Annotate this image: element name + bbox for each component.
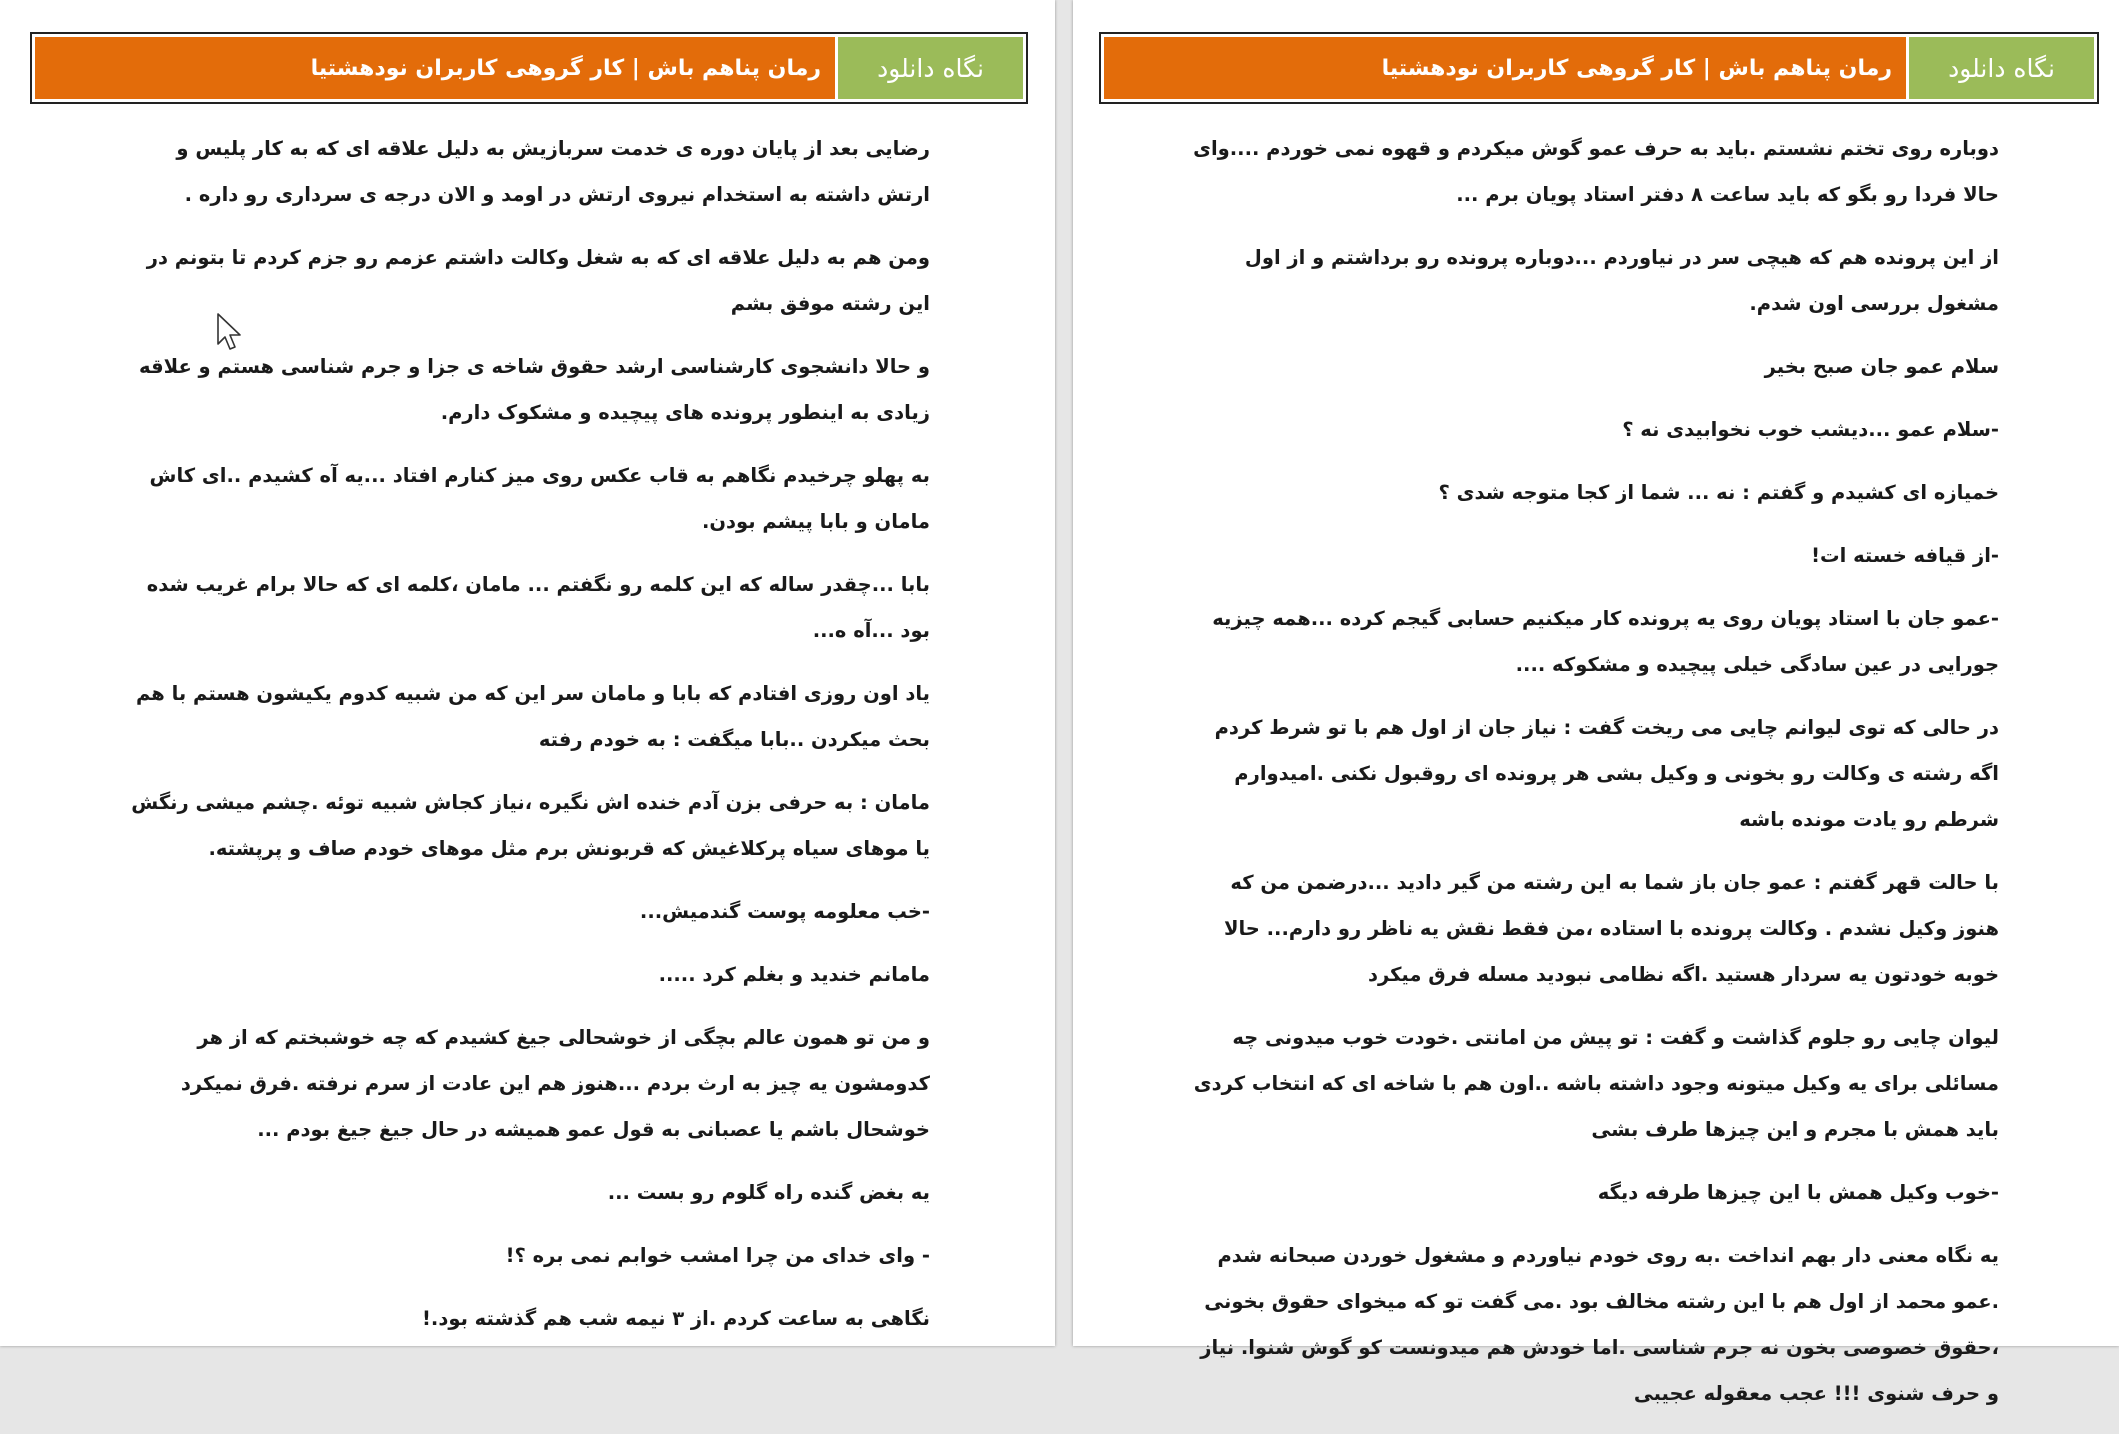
paragraph: -سلام عمو ...دیشب خوب نخوابیدی نه ؟ xyxy=(1622,418,1999,441)
paragraph: مامان : به حرفی بزن آدم خنده اش نگیره ،نیاز کجاش شبیه توئه .چشم میشی رنگش یا موهای سیاه پرکلاغیش که قربونش برم مثل موهای خودم صاف و پرپشته. xyxy=(131,791,930,860)
paragraph: -خب معلومه پوست گندمیش... xyxy=(639,900,930,923)
paragraph: ومن هم به دلیل علاقه ای که به شغل وکالت داشتم عزمم رو جزم کردم تا بتونم در این رشته موفق بشم xyxy=(146,246,930,315)
header-title: رمان پناهم باش | کار گروهی کاربران نودهشتیا xyxy=(35,37,835,99)
header-title: رمان پناهم باش | کار گروهی کاربران نودهشتیا xyxy=(1104,37,1906,99)
paragraph: نگاهی به ساعت کردم .از ۳ نیمه شب هم گذشته بود.! xyxy=(422,1307,930,1330)
paragraph: از این پرونده هم که هیچی سر در نیاوردم ...دوباره پرونده رو برداشتم و از اول مشغول بررسی اون شدم. xyxy=(1244,246,1999,315)
paragraph: سلام عمو جان صبح بخیر xyxy=(1764,355,1999,378)
download-label: نگاه دانلود xyxy=(838,37,1023,99)
paragraph: یه بغض گنده راه گلوم رو بست ... xyxy=(607,1181,930,1204)
paragraph: و حالا دانشجوی کارشناسی ارشد حقوق شاخه ی جزا و جرم شناسی هستم و علاقه زیادی به اینطور پرونده های پیچیده و مشکوک دارم. xyxy=(139,355,930,424)
paragraph: لیوان چایی رو جلوم گذاشت و گفت : تو پیش من امانتی .خودت خوب میدونی چه مسائلی برای یه وکیل میتونه وجود داشته باشه ..اون هم با شاخه ای که انتخاب کردی باید همش با مجرم و این چیزها طرف بشی xyxy=(1193,1026,1999,1141)
paragraph: خمیازه ای کشیدم و گفتم : نه ... شما از کجا متوجه شدی ؟ xyxy=(1438,481,1999,504)
paragraph: به پهلو چرخیدم نگاهم به قاب عکس روی میز کنارم افتاد ...یه آه کشیدم ..ای کاش مامان و بابا پیشم بودن. xyxy=(149,464,930,533)
paragraph: -از قیافه خسته ات! xyxy=(1811,544,1999,567)
paragraph: رضایی بعد از پایان دوره ی خدمت سربازیش به دلیل علاقه ای که به کار پلیس و ارتش داشته به استخدام نیروی ارتش در اومد و الان درجه ی سرداری رو داره . xyxy=(176,137,930,206)
page-header xyxy=(1099,32,2099,104)
document-page-left xyxy=(0,0,1055,1346)
paragraph: بابا ...چقدر ساله که این کلمه رو نگفتم ... مامان ،کلمه ای که حالا برام غریب شده بود ...آه ه... xyxy=(146,573,930,642)
paragraph: با حالت قهر گفتم : عمو جان باز شما به این رشته من گیر دادید ...درضمن من که هنوز وکیل نشدم . وکالت پرونده با استاده ،من فقط نقش یه ناظر رو دارم... حالا خوبه خودتون یه سردار هستید .اگه نظامی نبودید مسله فرق میکرد xyxy=(1223,871,1999,986)
paragraph: یه نگاه معنی دار بهم انداخت .به روی خودم نیاوردم و مشغول خوردن صبحانه شدم .عمو محمد از اول هم با این رشته مخالف بود .می گفت تو که میخوای حقوق بخونی ،حقوق خصوصی بخون نه جرم شناسی .اما خودش هم میدونست کو گوش شنوا. نیاز و حرف شنوی !!! عجب معقوله عجیبی xyxy=(1200,1244,1999,1405)
paragraph: -عمو جان با استاد پویان روی یه پرونده کار میکنیم حسابی گیجم کرده ...همه چیزیه جورایی در عین سادگی خیلی پیچیده و مشکوکه .... xyxy=(1212,607,1999,676)
paragraph: مامانم خندید و بغلم کرد ..... xyxy=(658,963,930,986)
document-page-right xyxy=(1073,0,2119,1405)
paragraph: یاد اون روزی افتادم که بابا و مامان سر این که من شبیه کدوم یکیشون هستم با هم بحث میکردن ..بابا میگفت : به خودم رفته xyxy=(136,682,930,751)
paragraph: دوباره روی تختم نشستم .باید به حرف عمو گوش میکردم و قهوه نمی خوردم ....وای حالا فردا رو بگو که باید ساعت ۸ دفتر استاد پویان برم ... xyxy=(1193,137,1999,206)
page-content xyxy=(120,126,930,1359)
page-header xyxy=(30,32,1028,104)
paragraph: و من تو همون عالم بچگی از خوشحالی جیغ کشیدم که چه خوشبختم که از هر کدومشون یه چیز به ارث بردم ...هنوز هم این عادت از سرم نرفته .فرق نمیکرد خوشحال باشم یا عصبانی به قول عمو همیشه در حال جیغ جیغ بودم ... xyxy=(180,1026,930,1141)
paragraph: - وای خدای من چرا امشب خوابم نمی بره ؟! xyxy=(505,1244,930,1267)
download-label: نگاه دانلود xyxy=(1909,37,2094,99)
mouse-pointer-icon xyxy=(216,312,242,352)
paragraph: در حالی که توی لیوانم چایی می ریخت گفت : نیاز جان از اول هم با تو شرط کردم اگه رشته ی وکالت رو بخونی و وکیل بشی هر پرونده ای روقبول نکنی .امیدوارم شرطم رو یادت مونده باشه xyxy=(1214,716,1999,831)
page-content xyxy=(1193,126,1999,1434)
paragraph: -خوب وکیل همش با این چیزها طرفه دیگه xyxy=(1597,1181,1999,1204)
